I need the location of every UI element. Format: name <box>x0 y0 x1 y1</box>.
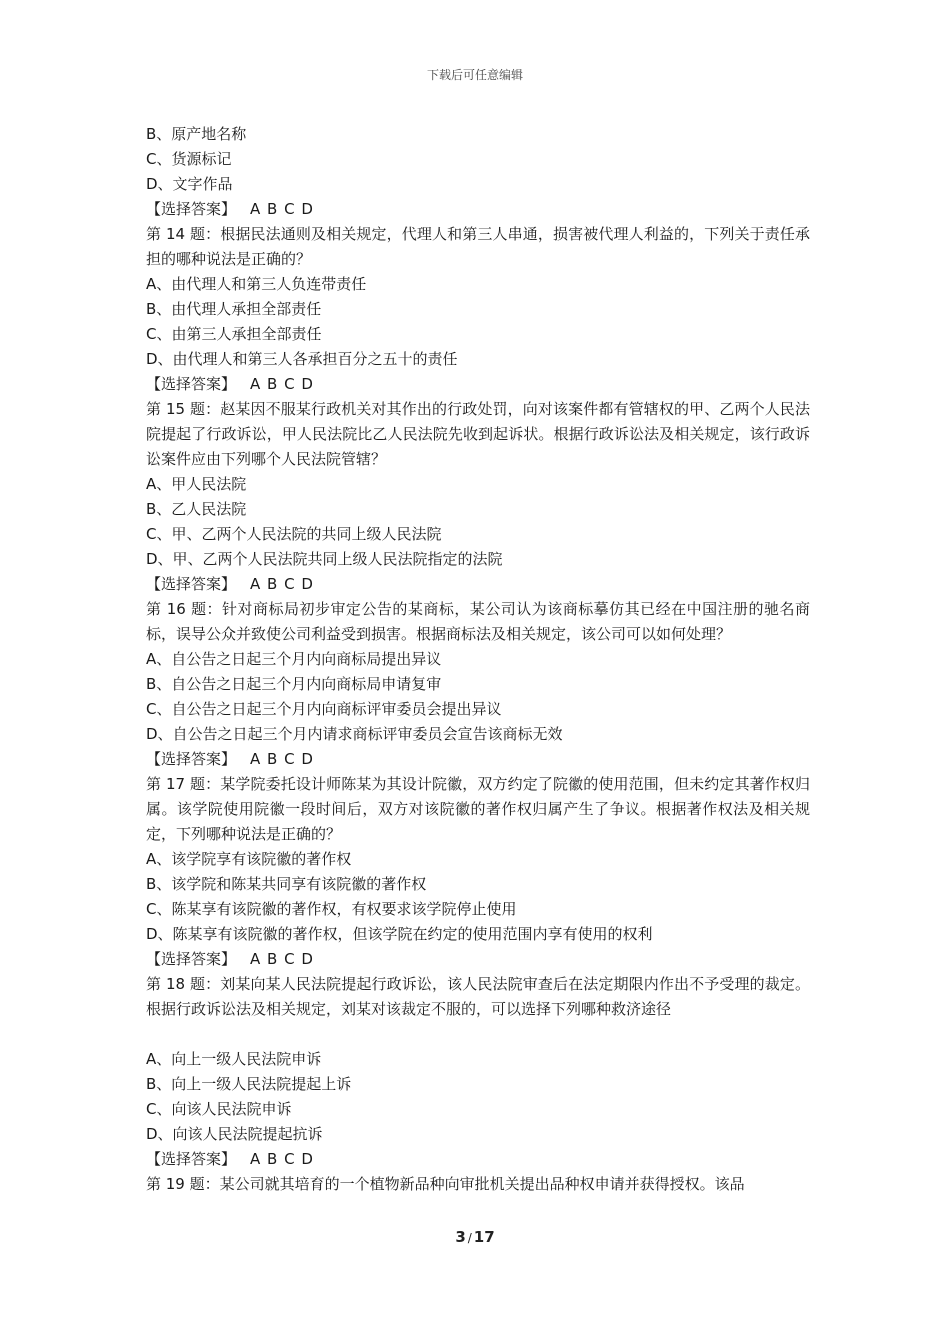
option-line: C、货源标记 <box>146 150 232 168</box>
option-line: C、陈某享有该院徽的著作权，有权要求该学院停止使用 <box>146 900 517 918</box>
answer-line <box>146 1147 810 1172</box>
question-title: 第 16 题：针对商标局初步审定公告的某商标，某公司认为该商标摹仿其已经在中国注册的驰名商标，误导公众并致使公司利益受到损害。根据商标法及相关规定，该公司可以如何处理？ <box>146 600 810 643</box>
question-title: 第 18 题：刘某向某人民法院提起行政诉讼，该人民法院审查后在法定期限内作出不予受理的裁定。根据行政诉讼法及相关规定，刘某对该裁定不服的，可以选择下列哪种救济途径 <box>146 975 810 1018</box>
question-title: 第 15 题：赵某因不服某行政机关对其作出的行政处罚，向对该案件都有管辖权的甲、乙两个人民法院提起了行政诉讼，甲人民法院比乙人民法院先收到起诉状。根据行政诉讼法及相关规定，该行政诉讼案件应由下列哪个人民法院管辖？ <box>146 400 810 468</box>
option-line: A、该学院享有该院徽的著作权 <box>146 850 352 868</box>
option-line: D、由代理人和第三人各承担百分之五十的责任 <box>146 350 458 368</box>
option-line: C、自公告之日起三个月内向商标评审委员会提出异议 <box>146 700 502 718</box>
option-line: A、向上一级人民法院申诉 <box>146 1050 322 1068</box>
page-number <box>0 1228 950 1246</box>
option-line: C、由第三人承担全部责任 <box>146 325 322 343</box>
option-line: B、自公告之日起三个月内向商标局申请复审 <box>146 675 442 693</box>
answer-options[interactable]: A B C D <box>250 950 314 968</box>
answer-label: 【选择答案】 <box>146 375 237 393</box>
option-line: D、自公告之日起三个月内请求商标评审委员会宣告该商标无效 <box>146 725 563 743</box>
answer-line <box>146 947 810 972</box>
answer-line <box>146 747 810 772</box>
question-title: 第 19 题：某公司就其培育的一个植物新品种向审批机关提出品种权申请并获得授权。该品 <box>146 1175 745 1193</box>
answer-label: 【选择答案】 <box>146 200 237 218</box>
answer-line <box>146 572 810 597</box>
option-line: B、原产地名称 <box>146 125 247 143</box>
answer-options[interactable]: A B C D <box>250 1150 314 1168</box>
answer-line <box>146 197 810 222</box>
page-header: 下载后可任意编辑 <box>426 68 523 82</box>
answer-options[interactable]: A B C D <box>250 200 314 218</box>
question-title: 第 14 题：根据民法通则及相关规定，代理人和第三人串通，损害被代理人利益的，下列关于责任承担的哪种说法是正确的？ <box>146 225 810 268</box>
answer-options[interactable]: A B C D <box>250 750 314 768</box>
option-line: B、该学院和陈某共同享有该院徽的著作权 <box>146 875 427 893</box>
question-title: 第 17 题：某学院委托设计师陈某为其设计院徽，双方约定了院徽的使用范围，但未约定其著作权归属。该学院使用院徽一段时间后，双方对该院徽的著作权归属产生了争议。根据著作权法及相关规定，下列哪种说法是正确的？ <box>146 775 810 843</box>
option-line: A、甲人民法院 <box>146 475 247 493</box>
answer-label: 【选择答案】 <box>146 950 237 968</box>
option-line: B、乙人民法院 <box>146 500 247 518</box>
option-line: C、向该人民法院申诉 <box>146 1100 292 1118</box>
document-body <box>146 122 810 1197</box>
option-line: D、甲、乙两个人民法院共同上级人民法院指定的法院 <box>146 550 503 568</box>
page-separator: / <box>467 1231 472 1245</box>
option-line: B、向上一级人民法院提起上诉 <box>146 1075 352 1093</box>
answer-label: 【选择答案】 <box>146 1150 237 1168</box>
page-total: 17 <box>473 1228 495 1246</box>
page-current: 3 <box>455 1228 466 1246</box>
answer-label: 【选择答案】 <box>146 750 237 768</box>
option-line: D、文字作品 <box>146 175 233 193</box>
option-line: C、甲、乙两个人民法院的共同上级人民法院 <box>146 525 442 543</box>
blank-line <box>146 1022 810 1047</box>
option-line: D、陈某享有该院徽的著作权，但该学院在约定的使用范围内享有使用的权利 <box>146 925 653 943</box>
option-line: B、由代理人承担全部责任 <box>146 300 322 318</box>
option-line: D、向该人民法院提起抗诉 <box>146 1125 323 1143</box>
answer-line <box>146 372 810 397</box>
answer-options[interactable]: A B C D <box>250 575 314 593</box>
answer-label: 【选择答案】 <box>146 575 237 593</box>
option-line: A、由代理人和第三人负连带责任 <box>146 275 367 293</box>
option-line: A、自公告之日起三个月内向商标局提出异议 <box>146 650 442 668</box>
answer-options[interactable]: A B C D <box>250 375 314 393</box>
